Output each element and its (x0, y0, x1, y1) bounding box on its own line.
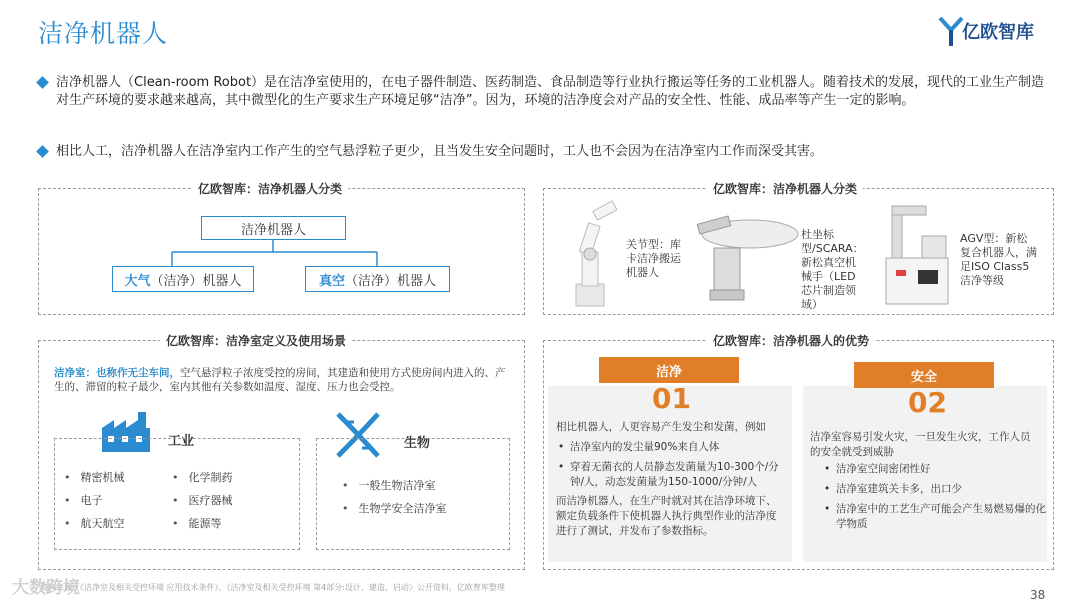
node-keyword: 真空 (318, 273, 345, 289)
watermark: 大数跨境 (12, 578, 80, 598)
list-item: • 精密机械 (64, 466, 125, 489)
definition-keyword: 洁净室：也称作无尘车间， (54, 367, 180, 379)
node-keyword: 大气 (124, 273, 151, 289)
industry-list-col1 (64, 466, 125, 535)
advantage-safety-number: 02 (908, 386, 947, 419)
articulated-robot-image (560, 198, 624, 310)
intro-bullet-2 (38, 143, 1048, 163)
tree-connector-lines (100, 240, 480, 268)
diamond-bullet-icon (36, 145, 49, 158)
tree-root: 洁净机器人 (201, 216, 346, 240)
logo-mark-icon (938, 14, 964, 48)
intro-bullet-text: 洁净机器人（Clean-room Robot）是在洁净室使用的，在电子器件制造、医药制造、食品制造等行业执行搬运等任务的工业机器人。随着技术的发展，现代的工业生产制造对生产环境的要求越来越高，其中微型化的生产要求生产环境足够“洁净”。因为，环境的洁净度会对产品的安全性、性能、成品率等产生一定的影响。 (56, 75, 1045, 108)
advantage-clean-outro: 而洁净机器人，在生产时就对其在洁净环境下、额定负载条件下使机器人执行典型作业的洁净度进行了测试，并发布了参数指标。 (556, 495, 777, 537)
intro-bullet-1 (38, 74, 1048, 130)
panel-title: 亿欧智库：洁净室定义及使用场景 (160, 332, 352, 349)
definition-text: 空气悬浮粒子浓度受控的房间，其建造和使用方式使房间内进入的、产生的、滞留的粒子最少，室内其他有关参数如温度、湿度、压力也会受控。 (54, 367, 506, 393)
tree-node-atmospheric (112, 266, 254, 292)
bio-label: 生物 (404, 436, 431, 451)
page-title: 洁净机器人 (38, 19, 169, 48)
list-item: • 医疗器械 (172, 489, 233, 512)
list-item: • 航天航空 (64, 512, 125, 535)
advantage-safety-tag: 安全 (854, 362, 994, 388)
list-item: • 化学制药 (172, 466, 233, 489)
panel-title: 亿欧智库：洁净机器人的优势 (707, 332, 875, 349)
advantage-clean-bullet: • 洁净室内的发尘量90%来自人体 (556, 440, 786, 455)
advantage-clean-number: 01 (652, 382, 691, 415)
cleanroom-definition (54, 366, 509, 394)
advantage-clean-tag: 洁净 (599, 357, 739, 383)
logo-text: 亿欧智库 (962, 22, 1034, 43)
advantage-clean-bullet: • 穿着无菌衣的人员静态发菌量为10-300个/分钟/人，动态发菌量为150-1000/分钟/人 (556, 460, 786, 490)
node-rest: （洁净）机器人 (150, 273, 242, 289)
node-rest: （洁净）机器人 (345, 273, 437, 289)
industry-list-col2 (172, 466, 233, 535)
robot-type-scara: 杜坐标型/SCARA：新松真空机械手（LED芯片制造领域） (801, 228, 864, 311)
robot-type-agv: AGV型：新松复合机器人，满足ISO Class5洁净等级 (960, 232, 1037, 287)
panel-title: 亿欧智库：洁净机器人分类 (192, 180, 348, 197)
diamond-bullet-icon (36, 76, 49, 89)
industry-label: 工业 (168, 434, 195, 449)
source-note: 资料来源：《洁净室及相关受控环境 应用技术条件》、《洁净室及相关受控环境 第4部分:设计、建造、启动》公开资料，亿欧智库整理 (40, 583, 505, 592)
agv-robot-image (878, 200, 954, 308)
bio-list (342, 474, 447, 520)
advantage-safety-bullet: • 洁净室中的工艺生产可能会产生易燃易爆的化学物质 (822, 502, 1050, 532)
list-item: • 电子 (64, 489, 125, 512)
tree-node-vacuum (305, 266, 450, 292)
list-item: • 生物学安全洁净室 (342, 497, 447, 520)
advantage-safety-intro: 洁净室容易引发火灾，一旦发生火灾，工作人员的安全就受到威胁 (810, 431, 1031, 458)
advantage-safety-bullet: • 洁净室建筑关卡多，出口少 (822, 482, 1050, 497)
page-number: 38 (1030, 588, 1046, 602)
list-item: • 一般生物洁净室 (342, 474, 447, 497)
advantage-clean-intro: 相比机器人，人更容易产生发尘和发菌，例如 (556, 421, 766, 433)
intro-bullet-text: 相比人工，洁净机器人在洁净室内工作产生的空气悬浮粒子更少，且当发生安全问题时，工人也不会因为在洁净室内工作而深受其害。 (56, 144, 824, 159)
panel-title: 亿欧智库：洁净机器人分类 (707, 180, 863, 197)
robot-type-articulated: 关节型：库卡洁净搬运机器人 (626, 238, 681, 279)
list-item: • 能源等 (172, 512, 233, 535)
advantage-safety-bullet: • 洁净室空间密闭性好 (822, 462, 1050, 477)
scara-robot-image (688, 208, 800, 304)
